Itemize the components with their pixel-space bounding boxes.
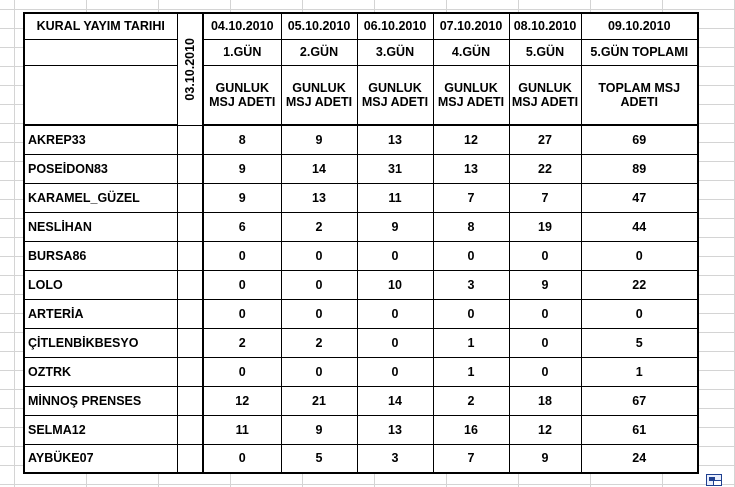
daily-count-cell[interactable]: 0 [281,299,357,328]
column-title-line2: MSJ ADETI [511,94,579,109]
daily-count-cell[interactable]: 0 [281,241,357,270]
column-title-line1: GUNLUK [444,80,498,95]
daily-count-cell[interactable]: 19 [509,212,581,241]
column-title-header[interactable] [281,65,357,125]
daily-count-cell[interactable]: 0 [509,328,581,357]
column-title-line2: ADETI [620,94,658,109]
total-count-cell[interactable]: 47 [581,183,698,212]
daily-count-cell[interactable]: 21 [281,386,357,415]
blank-cell[interactable] [177,212,203,241]
daily-count-cell[interactable]: 8 [433,212,509,241]
column-title-header[interactable] [357,65,433,125]
total-count-cell[interactable]: 22 [581,270,698,299]
total-count-cell[interactable]: 24 [581,444,698,473]
day-header[interactable]: 1.GÜN [203,39,281,65]
table-row [24,328,698,357]
daily-count-cell[interactable]: 0 [509,299,581,328]
name-column-header[interactable] [24,65,177,125]
blank-cell[interactable] [177,386,203,415]
total-count-cell[interactable]: 0 [581,241,698,270]
blank-cell[interactable] [177,415,203,444]
daily-count-cell[interactable]: 9 [357,212,433,241]
user-name-cell[interactable]: KARAMEL_GÜZEL [24,183,177,212]
column-title-line1: GUNLUK [292,80,346,95]
kural-yayim-header[interactable]: KURAL YAYIM TARIHI [24,13,177,39]
day-header[interactable]: 2.GÜN [281,39,357,65]
user-name-cell[interactable]: MİNNOŞ PRENSES [24,386,177,415]
blank-cell[interactable] [177,125,203,154]
start-date-label: 03.10.2010 [182,37,197,101]
daily-count-cell[interactable]: 14 [281,154,357,183]
column-title-line1: TOPLAM MSJ [598,80,681,95]
date-header[interactable]: 04.10.2010 [203,13,281,39]
daily-count-cell[interactable]: 7 [509,183,581,212]
paste-options-icon[interactable] [706,474,722,486]
daily-count-cell[interactable]: 7 [433,444,509,473]
daily-count-cell[interactable]: 0 [203,241,281,270]
table-row [24,154,698,183]
date-header[interactable]: 07.10.2010 [433,13,509,39]
total-count-cell[interactable]: 67 [581,386,698,415]
daily-count-cell[interactable]: 12 [433,125,509,154]
total-count-cell[interactable]: 5 [581,328,698,357]
table-row [24,270,698,299]
daily-count-cell[interactable]: 10 [357,270,433,299]
column-title-line2: MSJ ADETI [285,94,353,109]
table-row [24,125,698,154]
start-date-cell[interactable] [177,13,203,125]
daily-count-cell[interactable]: 0 [203,444,281,473]
column-title-header[interactable] [203,65,281,125]
daily-count-cell[interactable]: 8 [203,125,281,154]
daily-count-cell[interactable]: 5 [281,444,357,473]
blank-cell[interactable] [177,357,203,386]
user-name-cell[interactable]: NESLİHAN [24,212,177,241]
daily-count-cell[interactable]: 0 [357,299,433,328]
daily-count-cell[interactable]: 12 [203,386,281,415]
daily-count-cell[interactable]: 2 [203,328,281,357]
daily-count-cell[interactable]: 11 [357,183,433,212]
user-name-cell[interactable]: SELMA12 [24,415,177,444]
daily-count-cell[interactable]: 2 [281,328,357,357]
daily-count-cell[interactable]: 18 [509,386,581,415]
table-row [24,415,698,444]
daily-count-cell[interactable]: 22 [509,154,581,183]
blank-cell[interactable] [177,299,203,328]
daily-count-cell[interactable]: 13 [281,183,357,212]
daily-count-cell[interactable]: 3 [433,270,509,299]
column-title-line2: MSJ ADETI [437,94,505,109]
column-title-header[interactable] [433,65,509,125]
column-title-line2: MSJ ADETI [209,94,276,109]
user-name-cell[interactable]: AYBÜKE07 [24,444,177,473]
user-name-cell[interactable]: ARTERİA [24,299,177,328]
blank-cell[interactable] [177,270,203,299]
day-header[interactable]: 5.GÜN TOPLAMI [581,39,698,65]
blank-cell[interactable] [177,154,203,183]
daily-count-cell[interactable]: 9 [281,415,357,444]
daily-count-cell[interactable]: 0 [433,299,509,328]
daily-count-cell[interactable]: 0 [203,299,281,328]
daily-count-cell[interactable]: 13 [357,415,433,444]
daily-count-cell[interactable]: 27 [509,125,581,154]
daily-count-cell[interactable]: 0 [203,270,281,299]
daily-count-cell[interactable]: 9 [509,444,581,473]
daily-count-cell[interactable]: 0 [509,241,581,270]
day-header[interactable]: 4.GÜN [433,39,509,65]
daily-count-cell[interactable]: 2 [433,386,509,415]
daily-count-cell[interactable]: 13 [357,125,433,154]
blank-cell[interactable] [177,241,203,270]
date-header[interactable]: 09.10.2010 [581,13,698,39]
data-rows [24,125,698,473]
daily-count-cell[interactable]: 14 [357,386,433,415]
date-header[interactable]: 05.10.2010 [281,13,357,39]
table-row [24,357,698,386]
message-count-table [23,12,699,474]
daily-count-cell[interactable]: 13 [433,154,509,183]
daily-count-cell[interactable]: 7 [433,183,509,212]
column-title-header[interactable] [509,65,581,125]
user-name-cell[interactable]: ÇİTLENBİKBESYO [24,328,177,357]
daily-count-cell[interactable]: 0 [433,241,509,270]
blank-header-cell[interactable] [24,39,177,65]
column-title-line1: GUNLUK [368,80,422,95]
daily-count-cell[interactable]: 0 [281,270,357,299]
user-name-cell[interactable]: OZTRK [24,357,177,386]
day-header[interactable]: 5.GÜN [509,39,581,65]
date-header[interactable]: 08.10.2010 [509,13,581,39]
user-name-cell[interactable]: AKREP33 [24,125,177,154]
daily-count-cell[interactable]: 6 [203,212,281,241]
table-row [24,183,698,212]
daily-count-cell[interactable]: 1 [433,357,509,386]
total-count-cell[interactable]: 0 [581,299,698,328]
daily-count-cell[interactable]: 9 [203,183,281,212]
daily-count-cell[interactable]: 0 [357,241,433,270]
table-row [24,444,698,473]
day-header[interactable]: 3.GÜN [357,39,433,65]
user-name-cell[interactable]: POSEİDON83 [24,154,177,183]
blank-cell[interactable] [177,328,203,357]
daily-count-cell[interactable]: 9 [203,154,281,183]
daily-count-cell[interactable]: 9 [281,125,357,154]
blank-cell[interactable] [177,183,203,212]
total-count-cell[interactable]: 89 [581,154,698,183]
column-title-line1: GUNLUK [215,80,269,95]
user-name-cell[interactable]: BURSA86 [24,241,177,270]
daily-count-cell[interactable]: 0 [357,328,433,357]
column-title-header[interactable] [581,65,698,125]
column-title-line2: MSJ ADETI [361,94,429,109]
table-row [24,386,698,415]
table-row [24,299,698,328]
blank-cell[interactable] [177,444,203,473]
daily-count-cell[interactable]: 16 [433,415,509,444]
daily-count-cell[interactable]: 9 [509,270,581,299]
daily-count-cell[interactable]: 0 [203,357,281,386]
daily-count-cell[interactable]: 0 [509,357,581,386]
total-count-cell[interactable]: 61 [581,415,698,444]
total-count-cell[interactable]: 69 [581,125,698,154]
total-count-cell[interactable]: 44 [581,212,698,241]
daily-count-cell[interactable]: 31 [357,154,433,183]
total-count-cell[interactable]: 1 [581,357,698,386]
daily-count-cell[interactable]: 0 [357,357,433,386]
table-row [24,241,698,270]
daily-count-cell[interactable]: 0 [281,357,357,386]
user-name-cell[interactable]: LOLO [24,270,177,299]
daily-count-cell[interactable]: 1 [433,328,509,357]
daily-count-cell[interactable]: 11 [203,415,281,444]
daily-count-cell[interactable]: 12 [509,415,581,444]
daily-count-cell[interactable]: 2 [281,212,357,241]
date-header[interactable]: 06.10.2010 [357,13,433,39]
table-row [24,212,698,241]
column-title-line1: GUNLUK [518,80,572,95]
daily-count-cell[interactable]: 3 [357,444,433,473]
